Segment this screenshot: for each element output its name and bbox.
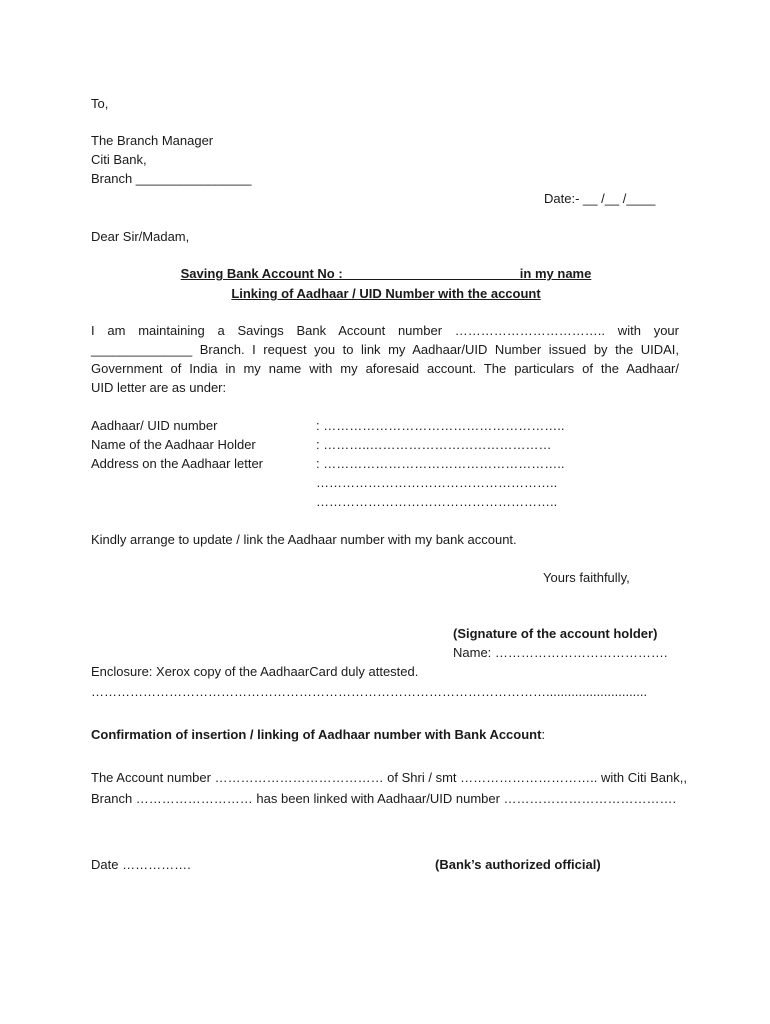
date-line: Date:- __ /__ /____ <box>544 191 656 206</box>
address-continuation-2: ……………………………………………….. <box>316 494 558 509</box>
request-line: Kindly arrange to update / link the Aadhaar number with my bank account. <box>91 532 517 547</box>
confirmation-heading-colon: : <box>541 727 546 742</box>
body-line-4: UID letter are as under: <box>91 380 227 395</box>
name-line: Name: …………………………………. <box>453 645 668 660</box>
authorized-official-label: (Bank’s authorized official) <box>435 857 601 872</box>
confirmation-line-1: The Account number ………………………………… of Shri / smt ………………………….. with Citi Bank,, <box>91 770 687 785</box>
particular-label-name: Name of the Aadhaar Holder <box>91 437 256 452</box>
confirmation-date: Date ……………. <box>91 857 191 872</box>
confirmation-heading <box>91 727 545 743</box>
body-line-1: I am maintaining a Savings Bank Account number …………………………….. with your <box>91 323 679 338</box>
to-line: To, <box>91 96 109 111</box>
enclosure-line: Enclosure: Xerox copy of the AadhaarCard duly attested. <box>91 664 419 679</box>
address-continuation-1: ……………………………………………….. <box>316 475 558 490</box>
confirmation-heading-text: Confirmation of insertion / linking of Aadhaar number with Bank Account <box>91 727 542 742</box>
closing-line: Yours faithfully, <box>543 570 630 585</box>
signature-label: (Signature of the account holder) <box>453 626 658 641</box>
subject-account-no: Saving Bank Account No : ________________________in my name <box>180 266 592 281</box>
confirmation-line-2: Branch ……………………… has been linked with Aadhaar/UID number …………………………………. <box>91 791 677 806</box>
particular-label-address: Address on the Aadhaar letter <box>91 456 264 471</box>
body-line-2: ______________ Branch. I request you to link my Aadhaar/UID Number issued by the UIDAI, <box>91 342 679 357</box>
branch-line: Branch ________________ <box>91 171 252 186</box>
salutation: Dear Sir/Madam, <box>91 229 190 244</box>
dotted-separator: ……………………………………………………………………………………………............................ <box>91 684 648 699</box>
subject-linking: Linking of Aadhaar / UID Number with the account <box>231 286 541 301</box>
addressee-line: The Branch Manager <box>91 133 214 148</box>
particular-value-address: : ……………………………………………….. <box>316 456 565 471</box>
bank-line: Citi Bank, <box>91 152 147 167</box>
body-line-3: Government of India in my name with my aforesaid account. The particulars of the Aadhaar/ <box>91 361 679 376</box>
particular-value-uid: : ……………………………………………….. <box>316 418 565 433</box>
particular-label-uid: Aadhaar/ UID number <box>91 418 218 433</box>
particular-value-name: : ………..…………………………………… <box>316 437 552 452</box>
